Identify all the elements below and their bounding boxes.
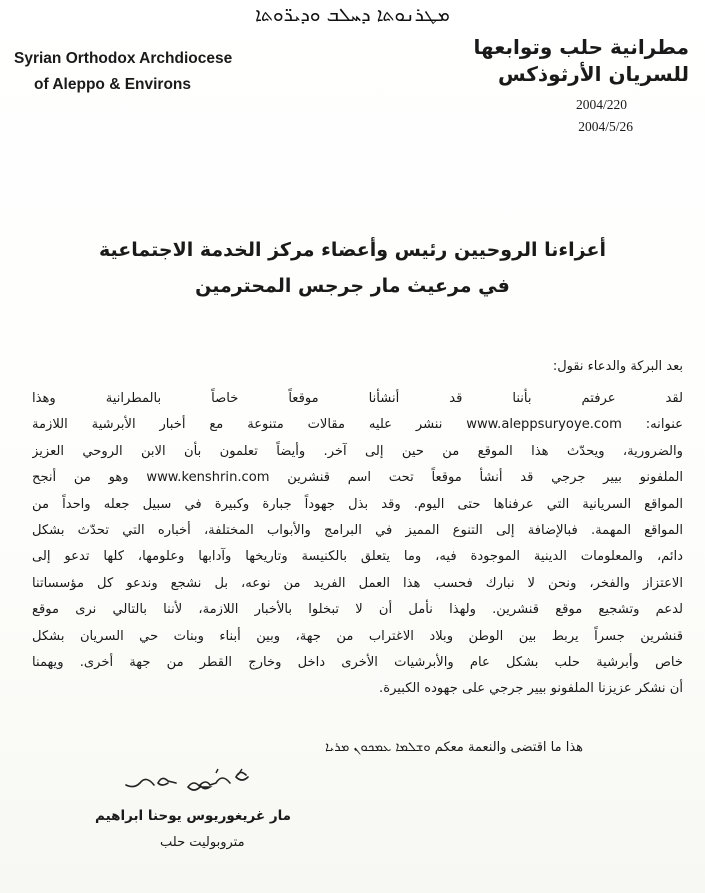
arabic-letterhead-line2: للسريان الأرثوذكس bbox=[498, 62, 689, 86]
body-line: المواقع المهمة. فبالإضافة إلى التنوع المميز في البرامج والأبواب المختلفة، أخباره التي تحدّث بشكل bbox=[32, 523, 683, 539]
signatory-title: متروبوليت حلب bbox=[160, 835, 245, 850]
body-line: لقد عرفتم بأننا قد أنشأنا موقعاً خاصاً بالمطرانية وهذا bbox=[32, 391, 683, 406]
body-line: المواقع السريانية التي عرفناها حتى اليوم. وقد بذل جهوداً جبارة وكبيرة في سبيل جعله واحداً من bbox=[32, 496, 683, 512]
body-line: لدعم وتشجيع موقع قنشرين. ولهذا نأمل أن لا تبخلوا بالأخبار اللازمة، لأننا بالتالي نرى موقع bbox=[32, 602, 683, 618]
body-line: دائم، والمعلومات الدينية الموجودة فيه، وما يتعلق بالكنيسة وتاريخها وآدابها وعلومها، كلها تدعو إلى bbox=[32, 549, 683, 565]
english-letterhead bbox=[14, 46, 232, 98]
greeting: بعد البركة والدعاء نقول: bbox=[552, 359, 683, 374]
arabic-letterhead bbox=[474, 34, 690, 88]
english-letterhead-line1: Syrian Orthodox Archdiocese bbox=[14, 50, 233, 67]
addressee-line2: في مرعيث مار جرجس المحترمين bbox=[195, 275, 510, 297]
letter-body bbox=[32, 386, 683, 703]
addressee-block bbox=[60, 232, 645, 304]
reference-number: 2004/220 bbox=[575, 97, 627, 112]
arabic-letterhead-line1: مطرانية حلب وتوابعها bbox=[473, 35, 689, 59]
letter-date: 2004/5/26 bbox=[578, 119, 633, 134]
body-line: والضرورية، ويحدّث هذا الموقع من حين إلى آخر. وأيضاً تعلمون بأن الابن الروحي العزيز bbox=[32, 443, 683, 459]
body-line: عنوانه: www.aleppsuryoye.com ننشر عليه مقالات متنوعة مع أخبار الأبرشية اللازمة bbox=[32, 417, 683, 433]
body-line: الملفونو بيير جرجي قد أنشأ موقعاً تحت اسم قنشرين www.kenshrin.com وهو من أنجح bbox=[32, 470, 683, 486]
reference-block bbox=[575, 94, 633, 138]
body-line: أن نشكر عزيزنا الملفونو بيير جرجي على جهوده الكبيرة. bbox=[379, 681, 683, 697]
body-line: قنشرين جسراً يربط بين الوطن وبلاد الاغتراب من جهة، وبين أبناء وبنات حي السريان بشكل bbox=[32, 628, 683, 644]
closing-line: هذا ما اقتضى والنعمة معكم ܘܫܠܡܐ ܥܡܟܘܢ ܡܪܝܐ bbox=[325, 740, 583, 755]
syriac-letterhead: ܡܛܪܢܘܬܐ ܕܚܠܒ ܘܕܝܪ̈ܘܬܐ bbox=[255, 4, 450, 26]
body-line: الاعتزاز والفخر، ونحن لا نبارك فحسب هذا العمل الفريد من نوعه، بل نشجع وندعو كل مؤسساتنا bbox=[32, 575, 683, 591]
english-letterhead-line2: of Aleppo & Environs bbox=[34, 76, 192, 93]
body-line: خاص وأبرشية حلب بشكل عام والأبرشيات الأخرى داخل وخارج القطر من جهة أخرى. ويهمنا bbox=[32, 655, 683, 671]
signatory-name: مار غريغوريوس يوحنا ابراهيم bbox=[95, 808, 292, 824]
handwritten-signature bbox=[118, 765, 258, 805]
addressee-line1: أعزاءنا الروحيين رئيس وأعضاء مركز الخدمة الاجتماعية bbox=[99, 239, 606, 261]
